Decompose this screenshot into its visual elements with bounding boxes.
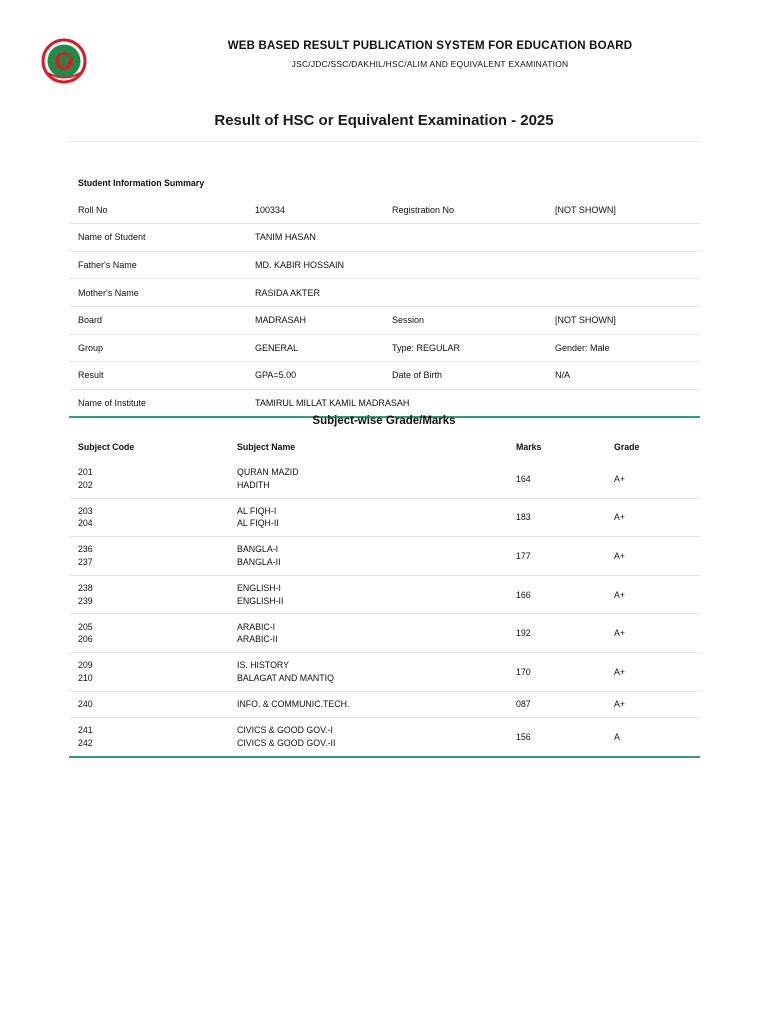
subject-name: AL FIQH-I	[237, 505, 277, 516]
info-label: Name of Student	[69, 224, 246, 252]
subject-code: 202	[78, 479, 93, 490]
subject-grade: A+	[605, 460, 700, 498]
subject-codes	[69, 614, 228, 653]
subject-code: 203	[78, 505, 93, 516]
subject-names	[228, 460, 507, 498]
subject-names	[228, 537, 507, 576]
page-header	[180, 40, 680, 69]
subject-codes	[69, 537, 228, 576]
subject-names	[228, 652, 507, 691]
subject-name: ARABIC-II	[237, 634, 278, 645]
subject-name: INFO. & COMMUNIC.TECH.	[228, 691, 507, 718]
info-label: Mother's Name	[69, 279, 246, 307]
info-label: Roll No	[69, 197, 246, 224]
subject-grade: A+	[605, 575, 700, 614]
table-row	[69, 718, 700, 757]
subject-code: 206	[78, 634, 93, 645]
column-header: Subject Code	[78, 442, 135, 452]
grades-heading: Subject-wise Grade/Marks	[312, 415, 456, 427]
subject-name: CIVICS & GOOD GOV.-I	[237, 725, 333, 736]
subject-grade: A+	[605, 537, 700, 576]
info-value: GENERAL	[246, 334, 383, 362]
subject-name: BANGLA-II	[237, 556, 281, 567]
subject-name: AL FIQH-II	[237, 518, 279, 529]
subject-marks: 170	[507, 652, 605, 691]
student-info-heading-row	[69, 170, 700, 197]
subject-name: IS. HISTORY	[237, 660, 289, 671]
subject-grade: A+	[605, 691, 700, 718]
subject-marks: 156	[507, 718, 605, 757]
subject-code: 209	[78, 660, 93, 671]
grades-table	[69, 434, 700, 758]
subject-marks: 166	[507, 575, 605, 614]
subject-marks: 192	[507, 614, 605, 653]
info-value: MADRASAH	[246, 306, 383, 334]
info-value: [NOT SHOWN]	[546, 306, 700, 334]
student-info-table	[69, 170, 700, 418]
subject-name: BANGLA-I	[237, 544, 279, 555]
info-row-institute	[69, 389, 700, 417]
info-label: Board	[69, 306, 246, 334]
subject-codes	[69, 460, 228, 498]
subject-code: 201	[78, 467, 93, 478]
info-row-father-name	[69, 251, 700, 279]
subject-codes	[69, 652, 228, 691]
subject-name: CIVICS & GOOD GOV.-II	[237, 737, 336, 748]
info-value: TAMIRUL MILLAT KAMIL MADRASAH	[246, 389, 700, 417]
info-label: Result	[69, 362, 246, 390]
table-row	[69, 575, 700, 614]
subject-grade: A	[605, 718, 700, 757]
subject-names	[228, 718, 507, 757]
info-value: N/A	[546, 362, 700, 390]
header-subtitle: JSC/JDC/SSC/DAKHIL/HSC/ALIM AND EQUIVALENT EXAMINATION	[291, 59, 569, 69]
title-divider	[68, 141, 700, 142]
table-row	[69, 614, 700, 653]
subject-code: 240	[69, 691, 228, 718]
info-row-mother-name	[69, 279, 700, 307]
info-value: TANIM HASAN	[246, 224, 700, 252]
info-label: Registration No	[383, 197, 546, 224]
subject-grade: A+	[605, 652, 700, 691]
student-info-heading: Student Information Summary	[78, 178, 205, 189]
column-header: Subject Name	[237, 442, 296, 452]
subject-name: QURAN MAZID	[237, 467, 299, 478]
info-label: Father's Name	[69, 251, 246, 279]
subject-names	[228, 498, 507, 537]
subject-code: 239	[78, 595, 93, 606]
subject-codes	[69, 575, 228, 614]
government-seal-icon	[36, 38, 92, 84]
subject-marks: 164	[507, 460, 605, 498]
subject-names	[228, 575, 507, 614]
subject-marks: 183	[507, 498, 605, 537]
subject-grade: A+	[605, 498, 700, 537]
subject-grade: A+	[605, 614, 700, 653]
info-row-student-name	[69, 224, 700, 252]
subject-code: 238	[78, 583, 93, 594]
column-header: Grade	[614, 442, 640, 452]
table-row	[69, 652, 700, 691]
subject-codes	[69, 718, 228, 757]
subject-name: ENGLISH-I	[237, 583, 281, 594]
info-value: GPA=5.00	[246, 362, 383, 390]
info-row-board	[69, 306, 700, 334]
info-value: 100334	[246, 197, 383, 224]
info-label: Name of Institute	[69, 389, 246, 417]
subject-marks: 087	[507, 691, 605, 718]
table-row	[69, 498, 700, 537]
info-row-roll	[69, 197, 700, 224]
subject-code: 236	[78, 544, 93, 555]
info-label: Group	[69, 334, 246, 362]
table-row	[69, 691, 700, 718]
subject-name: BALAGAT AND MANTIQ	[237, 672, 334, 683]
subject-name: ARABIC-I	[237, 621, 276, 632]
subject-names	[228, 614, 507, 653]
subject-name: ENGLISH-II	[237, 595, 284, 606]
subject-code: 241	[78, 725, 93, 736]
subject-code: 204	[78, 518, 93, 529]
info-value: RASIDA AKTER	[246, 279, 700, 307]
subject-codes	[69, 498, 228, 537]
info-row-result	[69, 362, 700, 390]
info-value: Gender: Male	[546, 334, 700, 362]
grades-header-row	[69, 434, 700, 460]
subject-marks: 177	[507, 537, 605, 576]
subject-code: 205	[78, 621, 93, 632]
column-header: Marks	[516, 442, 542, 452]
info-label: Session	[383, 306, 546, 334]
subject-name: HADITH	[237, 479, 270, 490]
page-title: Result of HSC or Equivalent Examination - 2025	[214, 112, 554, 129]
subject-code: 237	[78, 556, 93, 567]
table-row	[69, 537, 700, 576]
info-value: MD. KABIR HOSSAIN	[246, 251, 700, 279]
info-value: [NOT SHOWN]	[546, 197, 700, 224]
subject-code: 210	[78, 672, 93, 683]
info-label: Date of Birth	[383, 362, 546, 390]
info-value: Type: REGULAR	[383, 334, 546, 362]
subject-code: 242	[78, 737, 93, 748]
table-row	[69, 460, 700, 498]
header-title: WEB BASED RESULT PUBLICATION SYSTEM FOR EDUCATION BOARD	[227, 40, 633, 52]
info-row-group	[69, 334, 700, 362]
